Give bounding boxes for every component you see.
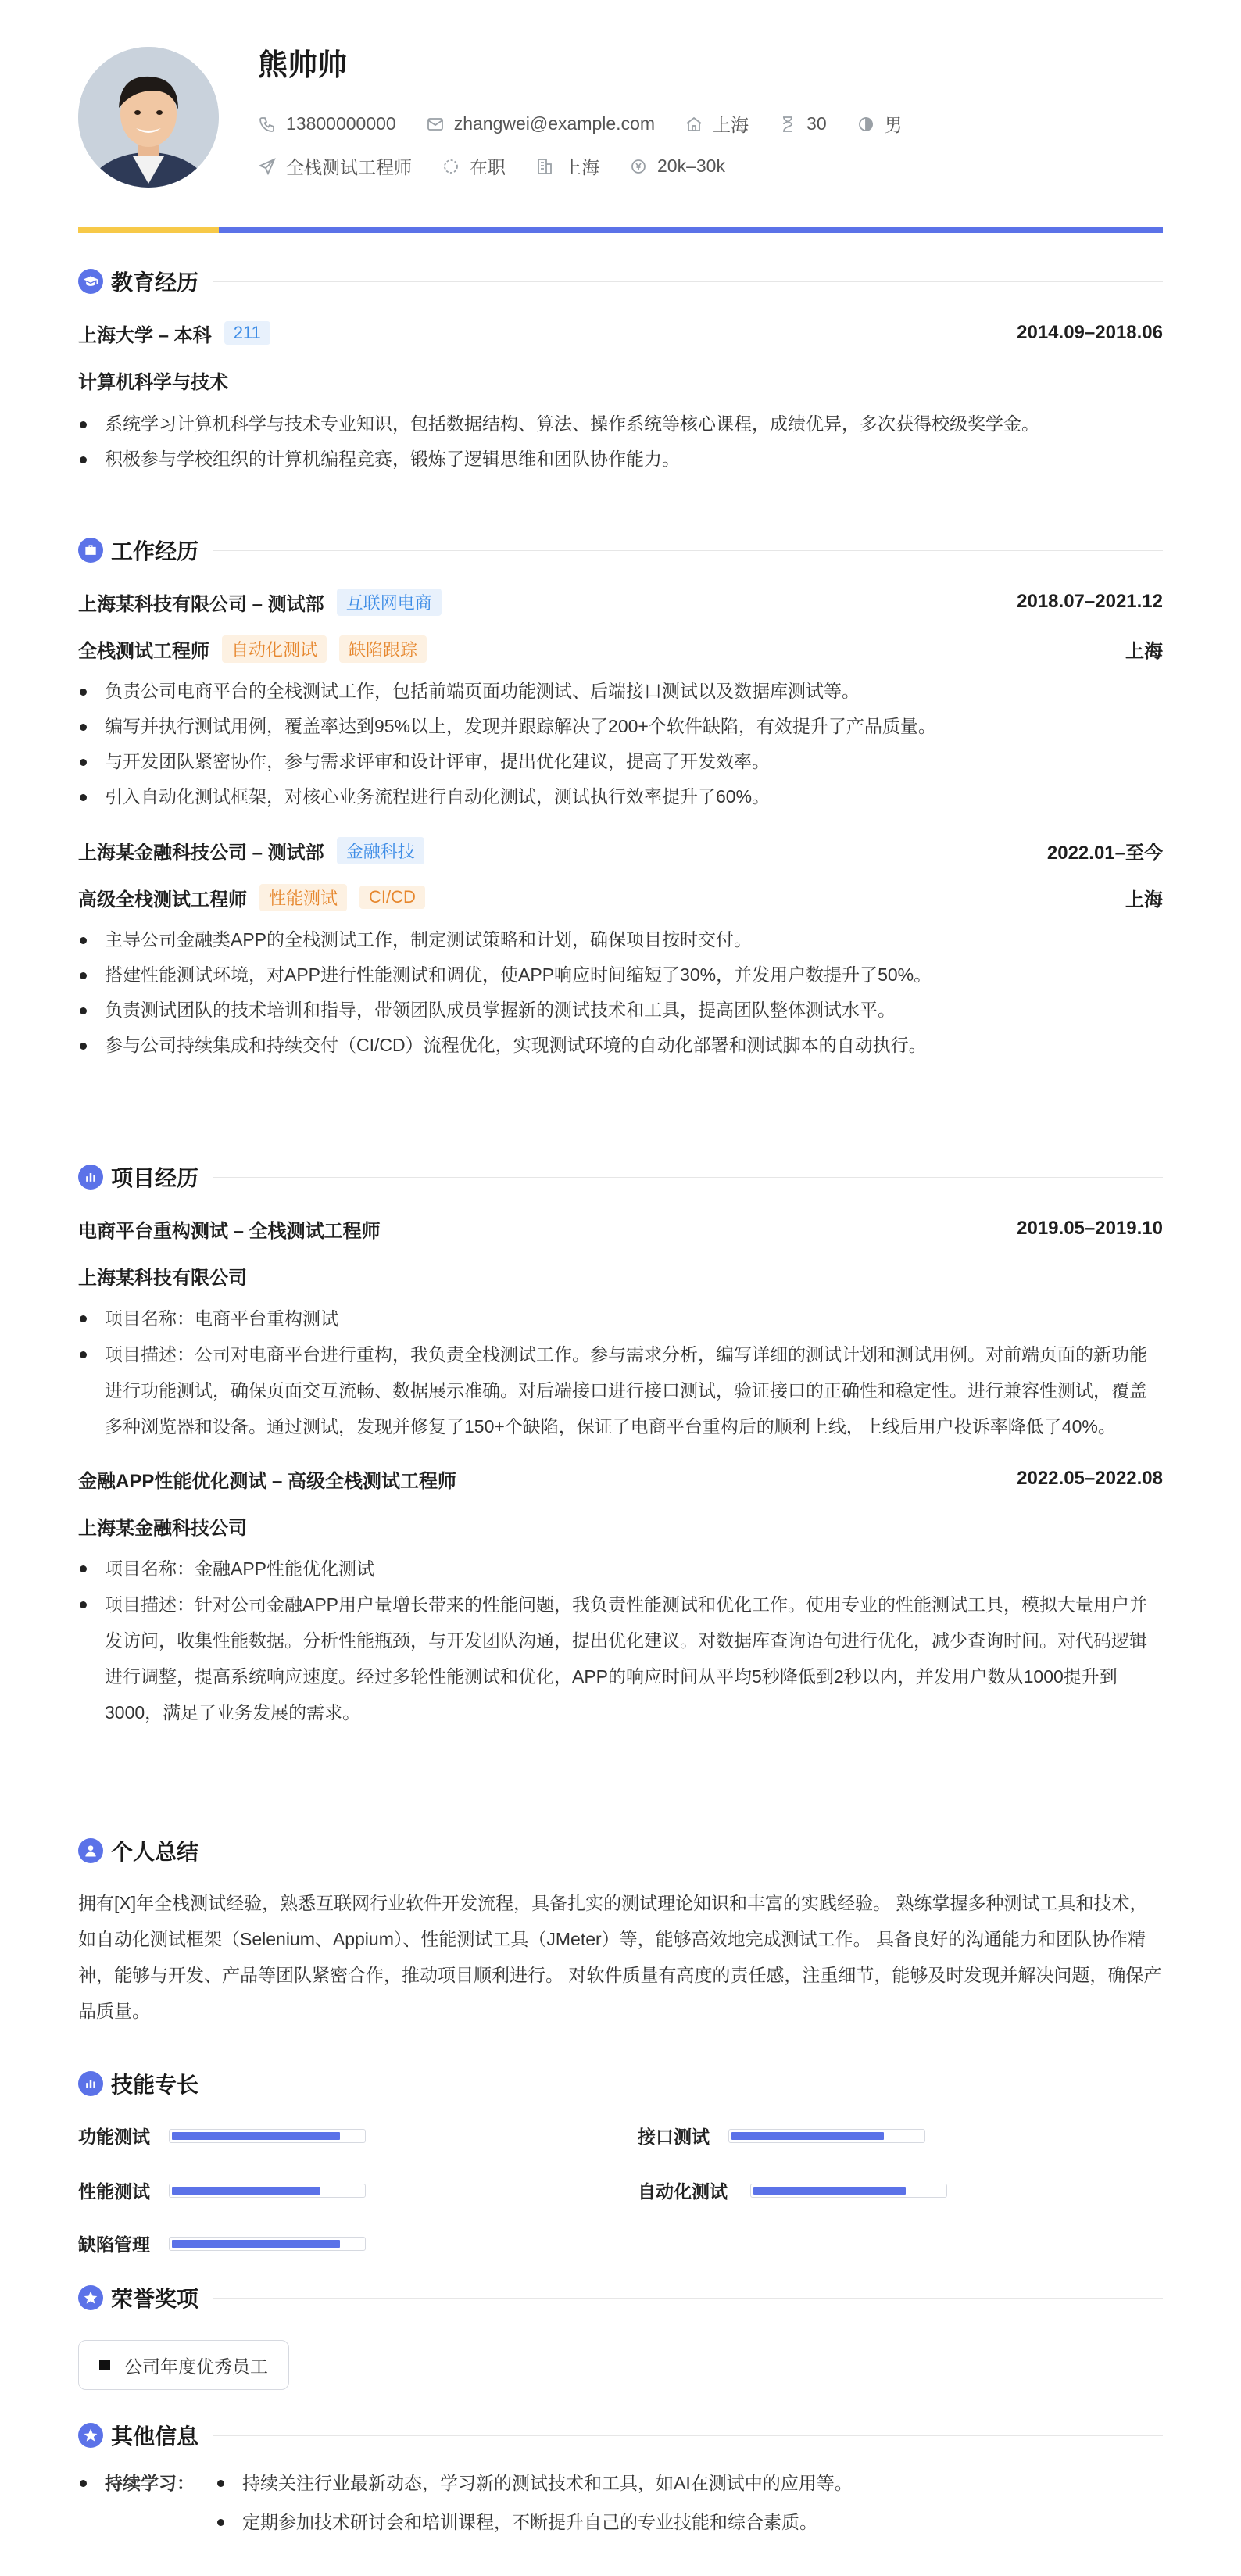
- briefcase-icon: [78, 538, 103, 563]
- education-section: [78, 266, 1163, 477]
- skill-label: 缺陷管理: [78, 2234, 150, 2255]
- list-item: 参与公司持续集成和持续交付（CI/CD）流程优化，实现测试环境的自动化部署和测试脚本的自动执行。: [78, 1028, 1163, 1063]
- graduation-cap-icon: [78, 269, 103, 294]
- skill-tag: CI/CD: [359, 886, 425, 909]
- project-company: 上海某科技有限公司: [78, 1267, 247, 1289]
- education-period: 2014.09–2018.06: [1017, 322, 1163, 343]
- coin-icon: [629, 157, 648, 176]
- projects-section: [78, 1161, 1163, 1730]
- section-title: 项目经历: [111, 1166, 199, 1190]
- skill-level-bar: [169, 2184, 366, 2198]
- skill-level-bar: [750, 2184, 947, 2198]
- skill-level-fill: [172, 2187, 320, 2195]
- project-entry: [78, 1215, 1163, 1444]
- project-details: [78, 1301, 1163, 1444]
- work-section: [78, 535, 1163, 1063]
- skill-label: 性能测试: [78, 2181, 150, 2202]
- status-text: 在职: [470, 157, 506, 177]
- phone-item: [258, 113, 396, 134]
- job-intent-row: [258, 153, 755, 179]
- contact-row: [258, 111, 932, 137]
- other-section: [78, 2420, 1163, 2542]
- skill-level-bar: [169, 2129, 366, 2143]
- list-item: 系统学习计算机科学与技术专业知识，包括数据结构、算法、操作系统等核心课程，成绩优异，多次获得校级奖学金。: [78, 406, 1163, 442]
- education-entry-head: [78, 319, 1163, 347]
- list-item: 搭建性能测试环境，对APP进行性能测试和调优，使APP响应时间缩短了30%，并发用户数提升了50%。: [78, 957, 1163, 993]
- project-name: 金融APP性能优化测试 – 高级全栈测试工程师: [78, 1470, 457, 1492]
- skill-label: 接口测试: [638, 2127, 710, 2147]
- position-text: 全栈测试工程师: [286, 157, 412, 177]
- skill-tag: 缺陷跟踪: [339, 635, 427, 663]
- salary-text: 20k–30k: [657, 156, 725, 176]
- email-text: zhangwei@example.com: [453, 113, 656, 134]
- job-period: 2022.01–至今: [1046, 842, 1163, 864]
- list-item: 持续关注行业最新动态，学习新的测试技术和工具，如AI在测试中的应用等。: [216, 2463, 853, 2503]
- salary-item: [629, 156, 725, 177]
- job-role: 高级全栈测试工程师: [78, 889, 247, 911]
- project-details: [78, 1551, 1163, 1730]
- info-icon: [78, 2423, 103, 2448]
- home-icon: [685, 115, 703, 134]
- project-period: 2022.05–2022.08: [1017, 1468, 1163, 1489]
- list-item: 编写并执行测试用例，覆盖率达到95%以上，发现并跟踪解决了200+个软件缺陷，有效提升了产品质量。: [78, 709, 1163, 744]
- job-duties: [78, 922, 1163, 1063]
- other-key: 持续学习：: [78, 2463, 216, 2542]
- skill-level-bar: [169, 2237, 366, 2251]
- skills-section: [78, 2068, 1163, 2263]
- position-item: [258, 153, 412, 179]
- header-divider: [78, 227, 1163, 233]
- major: 计算机科学与技术: [78, 371, 228, 393]
- industry-tag: 互联网电商: [337, 589, 442, 616]
- skill-tag: 性能测试: [259, 884, 347, 911]
- job-role: 全栈测试工程师: [78, 640, 209, 662]
- section-title: 其他信息: [111, 2424, 199, 2449]
- gender-item: [857, 111, 903, 137]
- square-icon: [99, 2360, 110, 2370]
- project-period: 2019.05–2019.10: [1017, 1218, 1163, 1239]
- skills-icon: [78, 2071, 103, 2096]
- skill-level-bar: [728, 2129, 925, 2143]
- work-entry: [78, 836, 1163, 1063]
- list-item: 项目描述：针对公司金融APP用户量增长带来的性能问题，我负责性能测试和优化工作。使用专业的性能测试工具，模拟大量用户并发访问，收集性能数据。分析性能瓶颈，与开发团队沟通，提出优化建议。对数据库查询语句进行优化，减少查询时间。对代码逻辑进行调整，提高系统响应速度。经过多轮性能测试和优化，APP的响应时间从平均5秒降低到2秒以内，并发用户数从1000提升到3000，满足了业务发展的需求。: [78, 1587, 1163, 1730]
- work-entry: [78, 588, 1163, 814]
- list-item: 项目名称：电商平台重构测试: [78, 1301, 1163, 1336]
- chart-icon: [78, 1165, 103, 1190]
- job-city: 上海: [1125, 640, 1163, 662]
- summary-text: 拥有[X]年全栈测试经验，熟悉互联网行业软件开发流程，具备扎实的测试理论知识和丰富的实践经验。 熟练掌握多种测试工具和技术，如自动化测试框架（Selenium、Appium）、性能测试工具（JMeter）等，能够高效地完成测试工作。 具备良好的沟通能力和团队协作精神，能够与开发、产品等团队紧密合作，推动项目顺利进行。 对软件质量有高度的责任感，注重细节，能够及时发现并解决问题，确保产品质量。: [78, 1893, 1162, 2021]
- list-item: 引入自动化测试框架，对核心业务流程进行自动化测试，测试执行效率提升了60%。: [78, 779, 1163, 814]
- award-text: 公司年度优秀员工: [124, 2356, 268, 2377]
- list-item: 项目名称：金融APP性能优化测试: [78, 1551, 1163, 1587]
- skill-level-fill: [172, 2240, 340, 2248]
- other-info: [78, 2463, 1163, 2542]
- award-icon: [78, 2285, 103, 2310]
- status-icon: [442, 157, 460, 176]
- location-text: 上海: [713, 115, 749, 135]
- skill-item: [638, 2177, 947, 2203]
- award-badge: [78, 2340, 289, 2390]
- job-period: 2018.07–2021.12: [1017, 591, 1163, 612]
- project-entry: [78, 1465, 1163, 1730]
- summary-section: [78, 1835, 1163, 2029]
- skills-grid: [78, 2099, 1163, 2263]
- industry-tag: 金融科技: [337, 837, 424, 864]
- skill-level-fill: [753, 2187, 906, 2195]
- list-item: 主导公司金融类APP的全栈测试工作，制定测试策略和计划，确保项目按时交付。: [78, 922, 1163, 957]
- skill-item: [638, 2123, 925, 2148]
- skill-level-fill: [731, 2132, 884, 2140]
- status-item: [442, 153, 506, 179]
- email-item: [426, 113, 655, 134]
- list-item: 积极参与学校组织的计算机编程竞赛，锻炼了逻辑思维和团队协作能力。: [78, 442, 1163, 477]
- school-name: 上海大学 – 本科: [78, 324, 212, 346]
- job-duties: [78, 674, 1163, 814]
- section-title: 个人总结: [111, 1840, 199, 1864]
- city-text: 上海: [563, 157, 599, 177]
- gender-text: 男: [884, 115, 903, 135]
- resume-header: [78, 0, 1163, 234]
- list-item: 项目描述：公司对电商平台进行重构，我负责全栈测试工作。参与需求分析，编写详细的测试计划和测试用例。对前端页面的新功能进行功能测试，确保页面交互流畅、数据展示准确。对后端接口进行接口测试，验证接口的正确性和稳定性。进行兼容性测试，覆盖多种浏览器和设备。通过测试，发现并修复了150+个缺陷，保证了电商平台重构后的顺利上线，上线后用户投诉率降低了40%。: [78, 1336, 1163, 1444]
- avatar: [78, 47, 219, 188]
- section-title: 教育经历: [111, 270, 199, 295]
- send-icon: [258, 157, 277, 176]
- gender-icon: [857, 115, 875, 134]
- section-title: 技能专长: [111, 2073, 199, 2097]
- section-title: 工作经历: [111, 539, 199, 564]
- company-name: 上海某科技有限公司 – 测试部: [78, 593, 324, 615]
- skill-label: 自动化测试: [638, 2181, 728, 2202]
- other-list: [216, 2463, 853, 2542]
- age-item: [778, 113, 827, 134]
- skill-item: [78, 2177, 366, 2203]
- school-tag: 211: [224, 321, 270, 345]
- city-item: [535, 153, 599, 179]
- job-city: 上海: [1125, 889, 1163, 911]
- project-company: 上海某金融科技公司: [78, 1517, 247, 1539]
- location-item: [685, 111, 749, 137]
- building-icon: [535, 157, 554, 176]
- skill-item: [78, 2123, 366, 2148]
- age-text: 30: [806, 113, 827, 134]
- project-name: 电商平台重构测试 – 全栈测试工程师: [78, 1220, 381, 1242]
- list-item: 负责测试团队的技术培训和指导，带领团队成员掌握新的测试技术和工具，提高团队整体测试水平。: [78, 993, 1163, 1028]
- list-item: 与开发团队紧密协作，参与需求评审和设计评审，提出优化建议，提高了开发效率。: [78, 744, 1163, 779]
- skill-item: [78, 2231, 366, 2256]
- phone-text: 13800000000: [286, 113, 396, 134]
- hourglass-icon: [778, 115, 797, 134]
- candidate-name: 熊帅帅: [258, 49, 348, 82]
- list-item: 定期参加技术研讨会和培训课程，不断提升自己的专业技能和综合素质。: [216, 2503, 853, 2542]
- list-item: 负责公司电商平台的全栈测试工作，包括前端页面功能测试、后端接口测试以及数据库测试等。: [78, 674, 1163, 709]
- phone-icon: [258, 115, 277, 134]
- mail-icon: [426, 115, 445, 134]
- skill-label: 功能测试: [78, 2127, 150, 2147]
- company-name: 上海某金融科技公司 – 测试部: [78, 842, 324, 864]
- skill-tag: 自动化测试: [222, 635, 327, 663]
- user-icon: [78, 1838, 103, 1863]
- education-list: [78, 406, 1163, 477]
- skill-level-fill: [172, 2132, 340, 2140]
- section-title: 荣誉奖项: [111, 2287, 199, 2311]
- awards-section: [78, 2282, 1163, 2390]
